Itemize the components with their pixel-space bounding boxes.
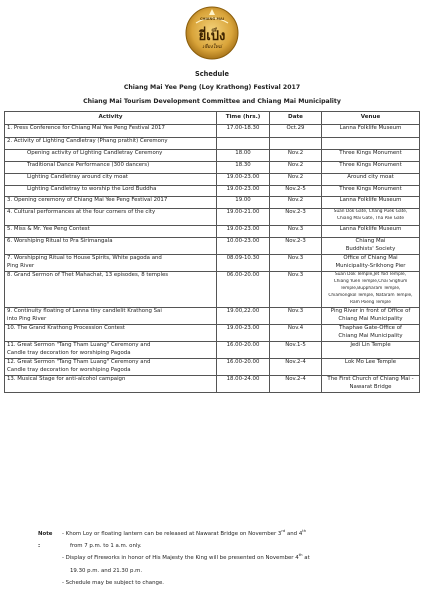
activity-cell-line: Candle tray decoration for worshiping Pagoda <box>7 349 131 356</box>
time-cell-line: 17.00-18.30 <box>226 125 260 131</box>
venue-cell-line: Chiang Mai Gate, Tha Pae Gate <box>337 215 404 221</box>
table-row <box>5 138 420 150</box>
table-row <box>5 226 420 238</box>
time-cell-line: 19.00-23.00 <box>226 325 260 331</box>
time-cell <box>217 359 270 376</box>
table-row <box>5 272 420 308</box>
activity-cell <box>5 125 217 138</box>
schedule-heading: Schedule <box>195 70 229 78</box>
activity-cell <box>5 209 217 226</box>
date-cell-line: Oct.29 <box>286 125 305 131</box>
time-cell <box>217 197 270 209</box>
table-row <box>5 325 420 342</box>
time-cell <box>217 342 270 359</box>
note-lantern-sup-rd: rd <box>281 528 286 534</box>
date-cell-line: Nov.1-5 <box>285 342 306 348</box>
activity-cell <box>5 359 217 376</box>
activity-cell-line: 9. Continuity floating of Lanna tiny candlelit Krathong Sai <box>7 308 162 314</box>
venue-cell-line: Lanna Folklife Museum <box>339 226 402 232</box>
venue-cell <box>322 125 420 138</box>
date-cell-line: Nov.2 <box>287 174 304 180</box>
time-cell <box>217 125 270 138</box>
venue-cell <box>322 226 420 238</box>
date-cell-line: Nov.2 <box>287 162 304 168</box>
venue-cell <box>322 342 420 359</box>
venue-cell <box>322 186 420 197</box>
activity-cell-line: 2. Activity of Lighting Candletray (Phang prathit) Ceremony <box>7 138 168 144</box>
venue-cell-line: Suan Dok Temple,Jet Yod Temple, <box>334 272 406 277</box>
date-cell-line: Nov.2 <box>287 197 304 203</box>
activity-cell <box>5 325 217 342</box>
venue-cell-line: Suan Dok Gate, Chang Puek Gate, <box>333 209 408 214</box>
time-cell-line: 10.00-23.00 <box>226 238 260 244</box>
date-cell <box>270 255 322 272</box>
table-row <box>5 209 420 226</box>
note-lantern-time: from 7 p.m. to 1 a.m. only. <box>70 543 142 550</box>
note-fireworks-sup-th: th <box>298 552 303 558</box>
activity-cell <box>5 255 217 272</box>
date-cell-line: Nov.2-4 <box>285 376 306 382</box>
activity-cell-line: 1. Press Conference for Chiang Mai Yee Peng Festival 2017 <box>7 125 165 131</box>
venue-cell <box>322 174 420 186</box>
logo-sub-text: เชียงใหม่ <box>202 44 222 50</box>
time-cell-line: 18.00-24.00 <box>226 376 260 382</box>
time-cell <box>217 138 270 150</box>
venue-cell-line: Three Kings Monument <box>339 186 402 192</box>
date-cell <box>270 150 322 162</box>
table-row <box>5 359 420 376</box>
venue-cell-line: Chiang Yuen Temple,Chai Srighum <box>333 278 408 284</box>
note-lantern <box>62 528 422 540</box>
venue-cell-line: Chiang Mai Municipality <box>338 315 403 322</box>
schedule-table <box>4 111 420 393</box>
table-row <box>5 174 420 186</box>
activity-cell <box>5 226 217 238</box>
date-cell-line: Nov.2-3 <box>285 209 306 215</box>
activity-cell <box>5 186 217 197</box>
table-row <box>5 162 420 174</box>
date-cell <box>270 359 322 376</box>
time-cell-line: 18.00 <box>235 150 251 156</box>
venue-cell-line: Nawarat Bridge <box>349 383 392 390</box>
date-cell <box>270 138 322 150</box>
table-row <box>5 308 420 325</box>
column-header-activity: Activity <box>5 112 217 125</box>
venue-cell-line: Lanna Folklife Museum <box>339 125 402 131</box>
date-cell-line: Nov.2 <box>287 150 304 156</box>
venue-cell-line: Jedi Lin Temple <box>350 342 391 348</box>
activity-cell <box>5 238 217 255</box>
time-cell-line: 19.00 <box>235 197 251 203</box>
date-cell <box>270 162 322 174</box>
table-row <box>5 186 420 197</box>
date-cell <box>270 238 322 255</box>
activity-cell <box>5 138 217 150</box>
venue-cell-line: Buddhists' Society <box>345 245 396 252</box>
time-cell <box>217 226 270 238</box>
table-row <box>5 255 420 272</box>
venue-cell <box>322 376 420 393</box>
note-lantern-text: - Khom Loy or floating lantern can be released at Nawarat Bridge on November 3 <box>62 531 282 537</box>
notes-label: Note : <box>38 531 53 550</box>
time-cell-line: 19.00-23.00 <box>226 174 260 180</box>
date-cell-line: Nov.2-4 <box>285 359 306 365</box>
activity-cell-line: Lighting Candletray to worship the Lord Buddha <box>27 186 157 192</box>
date-cell <box>270 186 322 197</box>
date-cell <box>270 272 322 308</box>
activity-cell-line: 5. Miss & Mr. Yee Peng Contest <box>7 226 90 232</box>
venue-cell-line: Ram Poeng Temple <box>350 299 391 305</box>
festival-title: Chiang Mai Yee Peng (Loy Krathong) Festival 2017 <box>123 84 301 91</box>
column-header-venue: Venue <box>322 112 420 125</box>
note-lantern-sup-th: th <box>302 528 307 534</box>
time-cell-line: 18.30 <box>235 162 251 168</box>
date-cell-line: Nov.3 <box>287 226 304 232</box>
note-fireworks <box>62 552 422 564</box>
date-cell-line: Nov.3 <box>287 308 304 314</box>
table-row <box>5 125 420 138</box>
activity-cell-line: 13. Musical Stage for anti-alcohol campaign <box>7 376 126 382</box>
activity-cell <box>5 342 217 359</box>
column-header-time: Time (hrs.) <box>217 112 270 125</box>
activity-cell-line: Ping River <box>7 262 35 269</box>
date-cell-line: Nov.4 <box>287 325 304 331</box>
date-cell-line: Nov.3 <box>287 272 304 278</box>
activity-cell-line: 3. Opening ceremony of Chiang Mai Yee Peng Festival 2017 <box>7 197 168 203</box>
activity-cell <box>5 272 217 308</box>
venue-cell <box>322 238 420 255</box>
activity-cell <box>5 376 217 393</box>
table-row <box>5 197 420 209</box>
note-lantern-and: and 4 <box>285 531 303 537</box>
yee-peng-festival-logo <box>182 3 242 65</box>
date-cell <box>270 209 322 226</box>
time-cell <box>217 174 270 186</box>
time-cell <box>217 272 270 308</box>
date-cell-line: Nov.2-3 <box>285 238 306 244</box>
activity-cell-line: Candle tray decoration for worshiping Pagoda <box>7 366 131 373</box>
date-cell <box>270 125 322 138</box>
venue-cell-line: Three Kings Monument <box>339 150 402 156</box>
date-cell <box>270 342 322 359</box>
time-cell-line: 06.00-20.00 <box>226 272 260 278</box>
note-fireworks-at: at <box>302 555 310 562</box>
date-cell <box>270 376 322 393</box>
venue-cell-line: Thaphae Gate-Office of <box>339 325 402 331</box>
time-cell-line: 19.00-23.00 <box>226 186 260 192</box>
venue-cell-line: Municipality-Srikhong Pier <box>335 262 406 269</box>
venue-cell-line: Chiamongkol Temple, Nataram Temple, <box>328 292 413 298</box>
time-cell <box>217 150 270 162</box>
venue-cell <box>322 150 420 162</box>
venue-cell-line: Lanna Folklife Museum <box>339 197 402 203</box>
table-row <box>5 376 420 393</box>
note-subject-to-change: - Schedule may be subject to change. <box>62 579 164 586</box>
logo-top-text: CHIANG MAI <box>199 17 225 21</box>
table-header-row <box>5 112 420 125</box>
venue-cell <box>322 197 420 209</box>
date-cell-line: Nov.2-5 <box>285 186 306 192</box>
table-row <box>5 238 420 255</box>
activity-cell <box>5 174 217 186</box>
time-cell-line: 16.00-20.00 <box>226 359 260 365</box>
table-row <box>5 342 420 359</box>
venue-cell-line: Ping River in front of Office of <box>330 308 411 314</box>
venue-cell-line: Chiang Mai Municipality <box>338 332 403 339</box>
time-cell-line: 19.00-21.00 <box>226 209 260 215</box>
time-cell <box>217 255 270 272</box>
activity-cell-line: 11. Great Sermon "Tang Tham Luang" Ceremony and <box>7 342 151 348</box>
activity-cell-line: 6. Worshiping Ritual to Pra Sirimangala <box>7 238 113 244</box>
venue-cell-line: Three Kings Monument <box>339 162 402 168</box>
time-cell-line: 19.00,22.00 <box>226 308 260 314</box>
activity-cell-line: 7. Worshipping Ritual to House Spirits, White pagoda and <box>7 255 162 261</box>
logo-main-text: ยี่เป็ง <box>198 29 226 44</box>
venue-cell-line: Office of Chiang Mai <box>343 255 398 261</box>
activity-cell-line: Lighting Candletray around city moat <box>27 174 128 180</box>
activity-cell-line: 4. Cultural performances at the four corners of the city <box>7 209 156 215</box>
venue-cell-line: Around city moat <box>347 174 394 180</box>
time-cell-line: 08.09-10.30 <box>226 255 260 261</box>
organizer-title: Chiang Mai Tourism Development Committee and Chiang Mai Municipality <box>83 98 341 105</box>
venue-cell-line: Lok Mo Lee Temple <box>344 359 397 365</box>
date-cell <box>270 197 322 209</box>
date-cell <box>270 226 322 238</box>
date-cell <box>270 325 322 342</box>
date-cell-line: Nov.3 <box>287 255 304 261</box>
time-cell-line: 19.00-23.00 <box>226 226 260 232</box>
activity-cell <box>5 308 217 325</box>
activity-cell-line: 10. The Grand Krathong Procession Contest <box>7 325 125 331</box>
venue-cell <box>322 308 420 325</box>
table-row <box>5 150 420 162</box>
activity-cell-line: 12. Great Sermon "Tang Tham Luang" Ceremony and <box>7 359 151 365</box>
activity-cell-line: Traditional Dance Performance (300 dancers) <box>27 162 150 168</box>
time-cell <box>217 376 270 393</box>
time-cell <box>217 186 270 197</box>
venue-cell-line: The First Church of Chiang Mai - <box>327 376 414 382</box>
venue-cell <box>322 255 420 272</box>
venue-cell <box>322 325 420 342</box>
time-cell <box>217 162 270 174</box>
venue-cell <box>322 162 420 174</box>
activity-cell <box>5 150 217 162</box>
activity-cell <box>5 162 217 174</box>
venue-cell <box>322 272 420 308</box>
note-fireworks-time: 19.30 p.m. and 21.30 p.m. <box>70 567 143 574</box>
time-cell <box>217 209 270 226</box>
time-cell-line: 16.00-20.00 <box>226 342 260 348</box>
activity-cell-line: into Ping River <box>7 315 47 322</box>
activity-cell-line: 8. Grand Sermon of Thet Mahachat, 13 episodes, 8 temples <box>7 272 169 278</box>
activity-cell <box>5 197 217 209</box>
venue-cell-line: Chiang Mai <box>355 238 386 244</box>
venue-cell <box>322 359 420 376</box>
venue-cell-line: Temple,Buppharam Temple, <box>340 285 401 291</box>
time-cell <box>217 238 270 255</box>
venue-cell <box>322 209 420 226</box>
time-cell <box>217 325 270 342</box>
venue-cell <box>322 138 420 150</box>
activity-cell-line: Opening activity of Lighting Candletray Ceremony <box>27 150 163 156</box>
column-header-date: Date <box>270 112 322 125</box>
note-fireworks-text: - Display of Fireworks in honor of His Majesty the King will be presented on November 4 <box>62 555 299 562</box>
date-cell <box>270 174 322 186</box>
date-cell <box>270 308 322 325</box>
time-cell <box>217 308 270 325</box>
